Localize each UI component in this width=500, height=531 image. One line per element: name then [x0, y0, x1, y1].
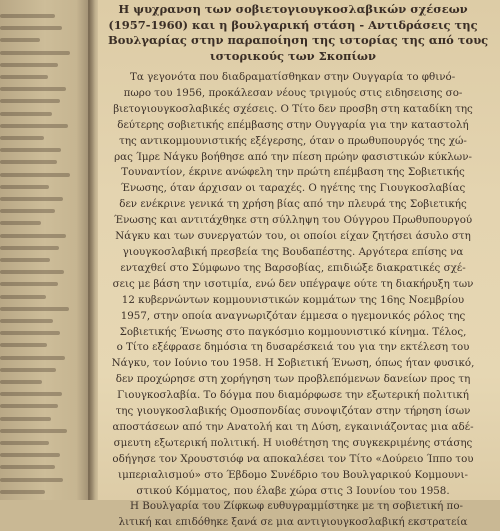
- book-page: [98, 0, 500, 529]
- body-line: στικού Κόμματος, που έλαβε χώρα στις 3 Ιουνίου του 1958.: [136, 484, 450, 497]
- facing-page-text-line: [0, 441, 49, 445]
- facing-page-text-line: [0, 148, 61, 152]
- body-line: Τα γεγονότα που διαδραματίσθηκαν στην Ουγγαρία το φθινό-: [130, 71, 456, 83]
- facing-page-text-line: [0, 112, 52, 116]
- body-line: οδήγησε τον Χρουστσιόφ να αποκαλέσει τον Τίτο «Δούρειο Ίππο του: [112, 452, 474, 465]
- body-line: 12 κυβερνώντων κομμουνιστικών κομμάτων της 16ης Νοεμβρίου: [121, 293, 465, 306]
- facing-page-text-line: [0, 319, 53, 323]
- heading-line: (1957-1960) και η βουλγαρική στάση - Αντιδράσεις της: [108, 17, 478, 32]
- facing-page-text-line: [0, 124, 68, 128]
- body-line: δεύτερης σοβιετικής επέμβασης στην Ουγγαρία για την καταστολή: [117, 118, 469, 131]
- heading-line: Η ψυχρανση των σοβιετογιουγκοσλαβικών σχέσεων: [118, 2, 468, 16]
- facing-page-text-line: [0, 185, 49, 189]
- facing-page-text-line: [0, 51, 70, 55]
- facing-page-text-line: [0, 197, 63, 201]
- body-line: ιμπεριαλισμού» στο Έβδομο Συνέδριο του Βουλγαρικού Κομμουνι-: [118, 468, 468, 481]
- section-heading: [108, 2, 489, 64]
- heading-line: ιστορικούς των Σκοπίων: [210, 48, 376, 63]
- facing-page-text-line: [0, 63, 58, 67]
- body-line: Ένωσης, όταν άρχισαν οι ταραχές. Ο ηγέτης της Γιουγκοσλαβίας: [120, 182, 466, 195]
- heading-line: Βουλγαρίας στην παραποίηση της ιστορίας της από τους: [108, 33, 489, 47]
- body-line: ο Τίτο εξέφρασε δημόσια τη δυσαρέσκειά του για την εκτέλεση του: [116, 341, 470, 354]
- facing-page-text-line: [0, 392, 62, 396]
- facing-page-text-line: [0, 465, 55, 469]
- facing-page-text-line: [0, 234, 66, 238]
- body-line: της αντικομμουνιστικής εξέγερσης, όταν ο πρωθυπουργός της χώ-: [119, 134, 467, 147]
- body-line: βιετογιουγκοσλαβικές σχέσεις. Ο Τίτο δεν προσβη στη καταδίκη της: [113, 102, 473, 115]
- facing-page-text-line: [0, 136, 44, 140]
- facing-page-text-line: [0, 417, 51, 421]
- facing-page-text-line: [0, 343, 47, 347]
- facing-page: [0, 0, 90, 500]
- body-line: λιτική και επιδόθηκε ξανά σε μια αντιγιουγκοσλαβική εκστρατεία: [118, 516, 468, 529]
- body-line: Ένωσης και αντιτάχθηκε στη σύλληψη του Ούγγρου Πρωθυπουργού: [113, 214, 473, 227]
- facing-page-text-line: [0, 331, 60, 335]
- body-line: σεις με βάση την ισοτιμία, ενώ δεν υπέγραψε ούτε τη διακήρυξη των: [112, 277, 474, 290]
- facing-page-text-line: [0, 38, 40, 42]
- facing-page-text-line: [0, 429, 67, 433]
- facing-page-text-line: [0, 75, 48, 79]
- body-line: Νάγκυ, τον Ιούνιο του 1958. Η Σοβιετική Ένωση, όπως ήταν φυσικό,: [111, 357, 475, 370]
- facing-page-text-line: [0, 356, 65, 360]
- facing-page-text-line: [0, 404, 58, 408]
- body-line: της γιουγκοσλαβικής Ομοσπονδίας συνοψιζόταν στην τήρηση ίσων: [115, 405, 471, 418]
- body-line: πωρο του 1956, προκάλεσαν νέους τριγμούς στις ειδησεισης σο-: [123, 86, 463, 99]
- facing-page-text-line: [0, 368, 56, 372]
- body-line: ρας Ίμρε Νάγκυ βοήθησε από την πίεση πρώην φασιστικών κύκλων-: [114, 150, 472, 163]
- facing-page-text-line: [0, 246, 59, 250]
- facing-page-text-line: [0, 453, 60, 457]
- facing-page-text-line: [0, 26, 62, 30]
- facing-page-text-line: [0, 295, 46, 299]
- book-gutter: [88, 0, 98, 500]
- facing-page-text-line: [0, 87, 66, 91]
- body-text: [108, 70, 478, 531]
- facing-page-text-line: [0, 173, 70, 177]
- facing-page-text-line: [0, 282, 58, 286]
- body-line: 1957, στην οποία αναγνωριζόταν έμμεσα ο ηγεμονικός ρόλος της: [120, 309, 466, 322]
- body-line: αποστάσεων από την Ανατολή και τη Δύση, εγκαινιάζοντας μια αδέ-: [112, 420, 474, 433]
- body-line: Τουναντίον, έκρινε ανώφελη την πρώτη επέμβαση της Σοβιετικής: [121, 166, 465, 179]
- body-line: Γιουγκοσλαβία. Το δόγμα που διαμόρφωσε την εξωτερική πολιτική: [117, 389, 469, 402]
- facing-page-text-line: [0, 14, 55, 18]
- facing-page-text-line: [0, 209, 55, 213]
- facing-page-text-line: [0, 478, 63, 482]
- facing-page-text-line: [0, 490, 45, 494]
- body-line: Σοβιετικής Ένωσης στο παγκόσμιο κομμουνιστικό κίνημα. Τέλος,: [119, 325, 467, 338]
- body-line: γιουγκοσλαβική πρεσβεία της Βουδαπέστης. Αργότερα επίσης να: [122, 245, 464, 258]
- facing-page-text-line: [0, 380, 42, 384]
- facing-page-text-line: [0, 160, 57, 164]
- facing-page-text-line: [0, 99, 60, 103]
- body-line: δεν ενέκρινε γενικά τη χρήση βίας από την πλευρά της Σοβιετικής: [119, 198, 467, 211]
- body-line: Νάγκυ και των συνεργατών του, οι οποίοι είχαν ζητήσει άσυλο στη: [115, 230, 471, 243]
- body-line: δεν προχώρησε στη χορήγηση των προβλεπόμενων δανείων προς τη: [115, 373, 471, 386]
- facing-page-text-line: [0, 270, 64, 274]
- facing-page-text-line: [0, 221, 41, 225]
- body-line: σμευτη εξωτερική πολιτική. Η υιοθέτηση της συγκεκριμένης στάσης: [113, 436, 473, 449]
- body-line: Η Βουλγαρία του Ζίφκωφ ευθυγραμμίστηκε με τη σοβιετική πο-: [130, 500, 463, 513]
- facing-page-text-line: [0, 307, 69, 311]
- facing-page-text-line: [0, 258, 50, 262]
- body-line: ενταχθεί στο Σύμφωνο της Βαρσοβίας, επιδιώξε διακρατικές σχέ-: [120, 261, 466, 274]
